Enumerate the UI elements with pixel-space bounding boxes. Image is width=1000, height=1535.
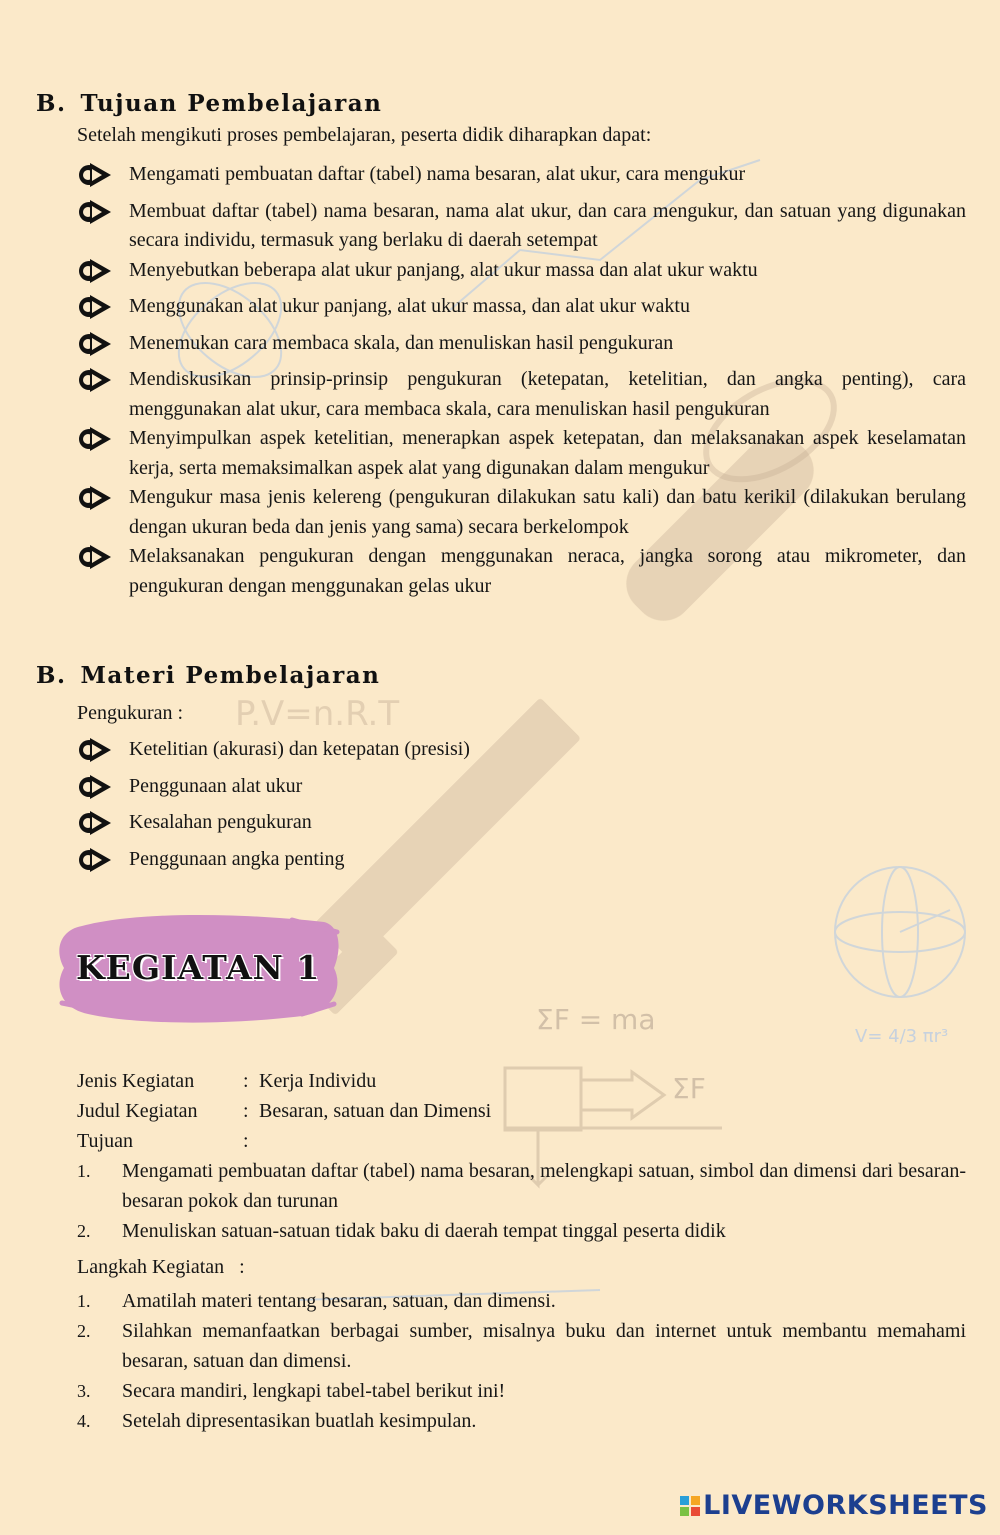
activity-badge xyxy=(52,908,342,1028)
list-item: Membuat daftar (tabel) nama besaran, nama alat ukur, dan cara mengukur, dan satuan yang digunakan secara individu, termasuk yang berlaku di daerah setempat xyxy=(74,197,966,256)
arrow-bullet-icon xyxy=(76,331,112,357)
list-item: Penggunaan alat ukur xyxy=(74,772,966,802)
arrow-bullet-icon xyxy=(76,810,112,836)
arrow-bullet-icon xyxy=(76,485,112,511)
list-item: Menyimpulkan aspek ketelitian, menerapkan aspek ketepatan, dan melaksanakan aspek keselamatan kerja, serta memaksimalkan aspek alat yang digunakan dalam mengukur xyxy=(74,424,966,483)
section-intro: Setelah mengikuti proses pembelajaran, peserta didik diharapkan dapat: xyxy=(77,124,652,146)
logo-text: LIVEWORKSHEETS xyxy=(703,1490,988,1521)
list-item: 1. Amatilah materi tentang besaran, satuan, dan dimensi. xyxy=(77,1290,556,1312)
section-intro: Pengukuran : xyxy=(77,702,184,724)
watermark-sphere-volume: V= 4/3 πr³ xyxy=(855,1026,949,1047)
arrow-bullet-icon xyxy=(76,367,112,393)
arrow-bullet-icon xyxy=(76,162,112,188)
meta-row-jenis: Jenis Kegiatan : Kerja Individu xyxy=(77,1070,377,1092)
watermark-formula-pvnrt: P.V=n.R.T xyxy=(235,694,400,734)
arrow-bullet-icon xyxy=(76,294,112,320)
list-item: Ketelitian (akurasi) dan ketepatan (presisi) xyxy=(74,735,966,765)
activity-title: KEGIATAN 1 xyxy=(76,948,321,987)
activity-meta xyxy=(77,1066,491,1156)
arrow-bullet-icon xyxy=(76,544,112,570)
list-item: 2. Silahkan memanfaatkan berbagai sumber, misalnya buku dan internet untuk membantu memahami besaran, satuan dan dimensi. xyxy=(77,1320,966,1372)
section-title: Tujuan Pembelajaran xyxy=(80,90,383,117)
list-item: Penggunaan angka penting xyxy=(74,845,966,875)
meta-row-tujuan: Tujuan : xyxy=(77,1130,249,1152)
list-item: Menemukan cara membaca skala, dan menuliskan hasil pengukuran xyxy=(74,329,966,359)
materials-list xyxy=(74,735,966,881)
list-item: Menyebutkan beberapa alat ukur panjang, alat ukur massa dan alat ukur waktu xyxy=(74,256,966,286)
arrow-bullet-icon xyxy=(76,258,112,284)
arrow-bullet-icon xyxy=(76,737,112,763)
list-item: Mendiskusikan prinsip-prinsip pengukuran (ketepatan, ketelitian, dan angka penting), cara menggunakan alat ukur, cara membaca skala, cara menuliskan hasil pengukuran xyxy=(74,365,966,424)
list-item: 3. Secara mandiri, lengkapi tabel-tabel berikut ini! xyxy=(77,1380,506,1402)
langkah-label: Langkah Kegiatan : xyxy=(77,1256,245,1278)
watermark-formula-efma: ΣF = ma xyxy=(536,1003,656,1036)
list-item: Menggunakan alat ukur panjang, alat ukur massa, dan alat ukur waktu xyxy=(74,292,966,322)
list-item: Mengamati pembuatan daftar (tabel) nama besaran, alat ukur, cara mengukur xyxy=(74,160,966,190)
list-item: Mengukur masa jenis kelereng (pengukuran dilakukan satu kali) dan batu kerikil (dilakukan berulang dengan ukuran beda dan jenis yang sama) secara berkelompok xyxy=(74,483,966,542)
watermark-formula-ef: ΣF xyxy=(672,1072,706,1105)
list-item: 4. Setelah dipresentasikan buatlah kesimpulan. xyxy=(77,1410,477,1432)
section-title: Materi Pembelajaran xyxy=(80,662,381,689)
arrow-bullet-icon xyxy=(76,426,112,452)
list-item: 1. Mengamati pembuatan daftar (tabel) nama besaran, melengkapi satuan, simbol dan dimensi dari besaran-besaran pokok dan turunan xyxy=(77,1160,966,1212)
section-letter: B. xyxy=(36,662,67,689)
section-heading-materi xyxy=(36,662,380,689)
meta-row-judul: Judul Kegiatan : Besaran, satuan dan Dimensi xyxy=(77,1100,492,1122)
langkah-list xyxy=(77,1286,966,1436)
liveworksheets-logo[interactable] xyxy=(680,1490,988,1521)
section-heading-tujuan xyxy=(36,90,382,117)
logo-blocks-icon xyxy=(680,1496,700,1516)
arrow-bullet-icon xyxy=(76,774,112,800)
objectives-list xyxy=(74,160,966,601)
list-item: 2. Menuliskan satuan-satuan tidak baku di daerah tempat tinggal peserta didik xyxy=(77,1220,726,1242)
arrow-bullet-icon xyxy=(76,847,112,873)
list-item: Kesalahan pengukuran xyxy=(74,808,966,838)
arrow-bullet-icon xyxy=(76,199,112,225)
section-letter: B. xyxy=(36,90,67,117)
tujuan-list xyxy=(77,1156,966,1246)
list-item: Melaksanakan pengukuran dengan menggunakan neraca, jangka sorong atau mikrometer, dan pengukuran dengan menggunakan gelas ukur xyxy=(74,542,966,601)
